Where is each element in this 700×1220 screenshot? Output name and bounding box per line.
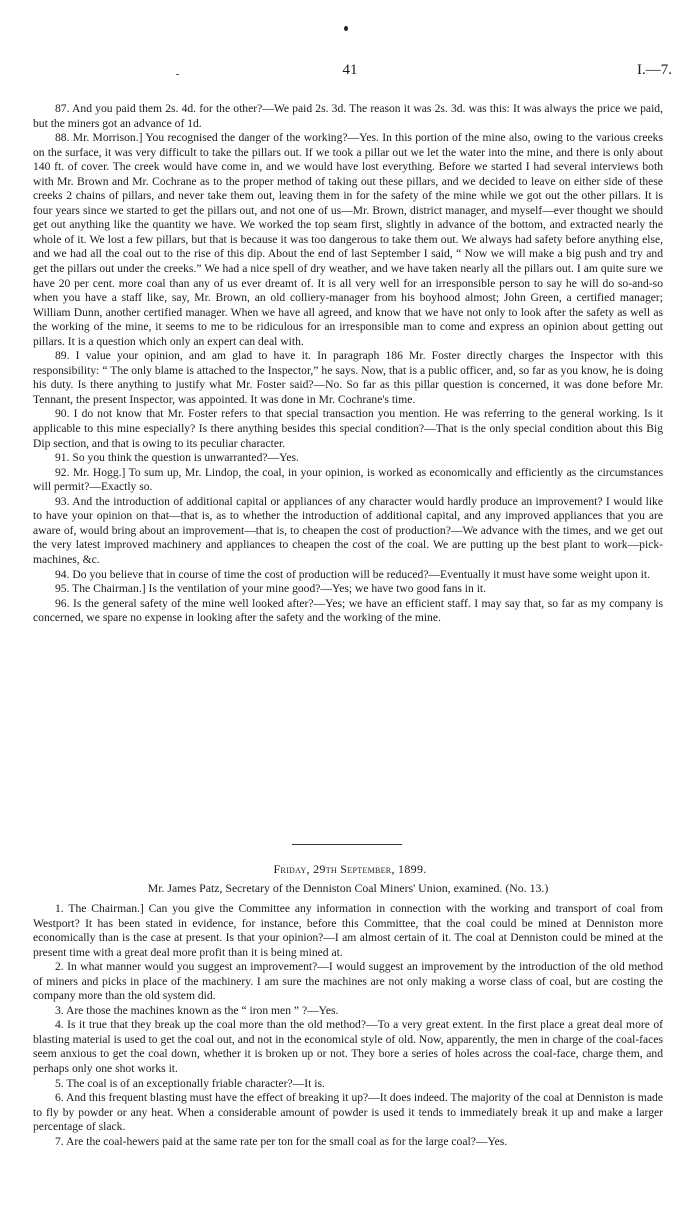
paragraph: 92. Mr. Hogg.] To sum up, Mr. Lindop, the coal, in your opinion, is worked as economically and efficiently as the circumstances will permit?—Exactly so. (33, 465, 663, 494)
paragraph: 4. Is it true that they break up the coal more than the old method?—To a very great extent. In the first place a great deal more of blasting material is used to get the coal out, and not in the economical style of old. Now, apparently, the men in charge of the coal-faces seem anxious to get the coal down, whether it is broken up or not. They bore a series of holes across the coal-face, charge them, and perhaps only one shot works it. (33, 1018, 663, 1076)
page-reference: I.—7. (637, 62, 672, 78)
paragraph: 91. So you think the question is unwarranted?—Yes. (55, 451, 299, 465)
paragraph: 3. Are those the machines known as the “ iron men ” ?—Yes. (55, 1003, 339, 1017)
paragraph: 90. I do not know that Mr. Foster refers to that special transaction you mention. He was referring to the general working. Is it applicable to this mine especially? Is there anything besides this special condition?—That is the only special condition about this Big Dip section, and that is owing to its peculiar character. (33, 407, 663, 450)
page-number: 41 (342, 62, 358, 78)
paragraph: 87. And you paid them 2s. 4d. for the other?—We paid 2s. 3d. The reason it was 2s. 3d. was this: It was always the price we paid, but the miners got an advance of 1d. (33, 102, 663, 130)
paragraph: 95. The Chairman.] Is the ventilation of your mine good?—Yes; we have two good fans in it. (55, 582, 487, 596)
paragraph: 96. Is the general safety of the mine well looked after?—Yes; we have an efficient staff. I may say that, so far as my company is concerned, we spare no expense in looking after the safety and the working of the mine. (33, 596, 663, 625)
print-mark (344, 26, 348, 31)
evidence-section-lindop (33, 102, 663, 626)
evidence-section-patz (33, 902, 663, 1149)
paragraph: 7. Are the coal-hewers paid at the same rate per ton for the small coal as for the large coal?—Yes. (55, 1134, 508, 1148)
paragraph: 88. Mr. Morrison.] You recognised the danger of the working?—Yes. In this portion of the mine also, owing to the various creeks on the surface, it was very difficult to take the pillars out. If we took a pillar out we let the water into the mine, and there is only about 140 ft. of cover. The creek would have come in, and we would have lost everything. Before we started I had several interviews both with Mr. Brown and Mr. Cochrane as to the proper method of taking out these pillars, and we decided to leave on either side of these creeks 2 chains of pillars, and never take them out, leaving them in for the safety of the mine while we got out the other pillars. It is four years since we started to get the pillars out, and not one of us—Mr. Brown, district manager, and myself—ever thought we should get out anything like the quantity we have. We worked the top seam first, slightly in advance of the bottom, and extracted nearly the whole of it. We lost a few pillars, but that is because it was too dangerous to take them out. We always had safety before anything else, and we had all the coal out to the rise of this dip. About the end of last September I said, “ Now we will make a big push and try and get the pillars out under the creeks.” We had a nice spell of dry weather, and we have taken nearly all the pillars out. I am quite sure we have 20 per cent. more coal than any of us ever dreamt of. It is all very well for an irresponsible person to say he will do so-and-so when you have a staff like, say, Mr. Brown, an old colliery-manager from his boyhood almost; John Green, a certified manager; William Dunn, another certified manager. When we have all agreed, and know that we have not only to look after the safety as well as the working of the mine, it seems to me to be ridiculous for an irresponsible man to come and express an opinion about getting out pillars. It is a question which only an expert can deal with. (33, 131, 663, 348)
paragraph: 1. The Chairman.] Can you give the Committee any information in connection with the working and transport of coal from Westport? It has been stated in evidence, for instance, before this Committee, that the coal could be mined at Denniston more economically than is the case at present. Is that your opinion?—I am almost certain of it. The coal at Denniston could be mined at the present time with a great deal more profit than it is being mined at. (33, 902, 663, 959)
paragraph: 94. Do you believe that in course of time the cost of production will be reduced?—Eventually it must have some weight upon it. (55, 567, 651, 581)
paragraph: 6. And this frequent blasting must have the effect of breaking it up?—It does indeed. The majority of the coal at Denniston is made to fly by powder or any heat. When a considerable amount of powder is used it tends to immediately break it up and make a larger percentage of slack. (33, 1091, 663, 1134)
witness-line: Mr. James Patz, Secretary of the Denniston Coal Miners' Union, examined. (No. 13.) (147, 881, 549, 895)
paragraph: 5. The coal is of an exceptionally friable character?—It is. (55, 1076, 325, 1090)
session-date-heading: Friday, 29th September, 1899. (273, 862, 427, 876)
paragraph: 93. And the introduction of additional capital or appliances of any character would hardly produce an improvement? I would like to have your opinion on that—that is, as to whether the introduction of additional capital, and any improved appliances that you are aware of, would bring about an improvement—that is, to cheapen the cost of production?—We advance with the times, and we get out the very latest improved machinery and appliances to cheapen the cost of the coal. We are putting up the best plant to work—pick-machines, &c. (33, 494, 663, 566)
paragraph: 89. I value your opinion, and am glad to have it. In paragraph 186 Mr. Foster directly charges the Inspector with this responsibility: “ The only blame is attached to the Inspector,” he says. Now, that is a public officer, and, so far as you know, he is doing his duty. Is there anything to justify what Mr. Foster said?—No. So far as this pillar question is concerned, it was done before Mr. Tennant, the present Inspector, was appointed. It was done in Mr. Cochrane's time. (33, 349, 663, 406)
paragraph: 2. In what manner would you suggest an improvement?—I would suggest an improvement by the introduction of the old method of miners and picks in place of the machinery. I am sure the machines are not only making a worse class of coal, but are costing the company more than the old system did. (33, 960, 663, 1003)
section-divider (292, 844, 402, 845)
